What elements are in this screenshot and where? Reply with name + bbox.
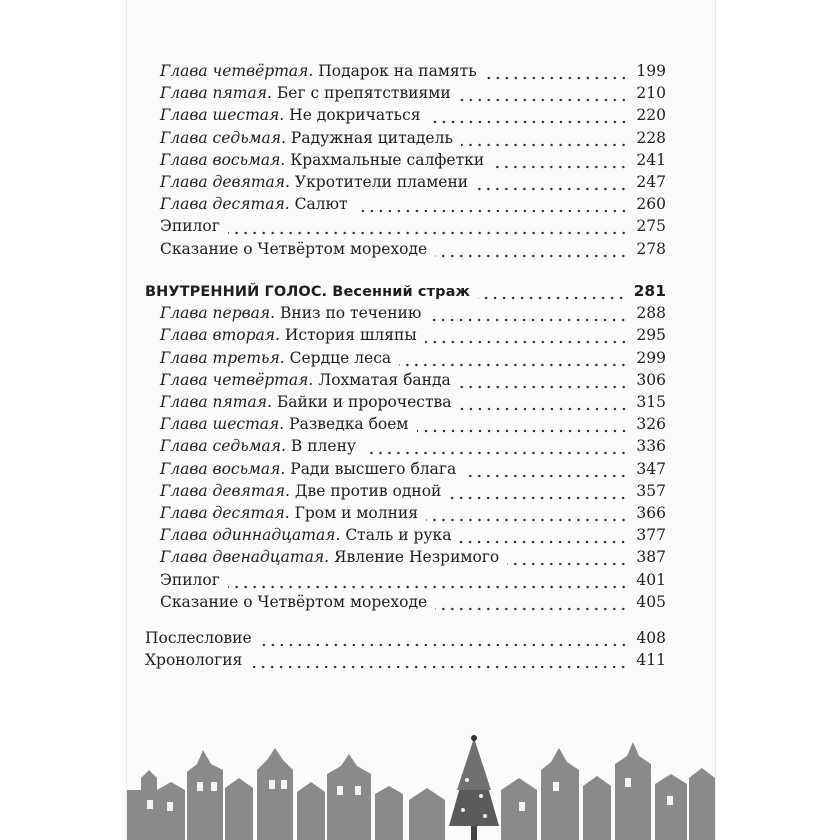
toc-entry: [160, 391, 666, 413]
page-number: 357: [636, 481, 666, 500]
page-number: 326: [636, 415, 666, 434]
chapter-number: Глава седьмая.: [160, 437, 286, 456]
chapter-number: Глава четвёртая.: [160, 62, 314, 80]
dot-leader: [429, 310, 628, 322]
chapter-title: Бег с препятствиями: [276, 84, 451, 103]
toc-entry: [160, 60, 666, 82]
chapter-title: В плену: [290, 437, 357, 456]
dot-leader: [417, 421, 629, 433]
chapter-title: Подарок на память: [318, 62, 477, 80]
dot-leader: [476, 179, 628, 191]
toc-entry: [160, 82, 666, 104]
toc-entry: [160, 480, 666, 502]
toc-entry-label: [160, 127, 453, 149]
toc-entry: [160, 238, 666, 260]
chapter-number: Глава пятая.: [160, 393, 272, 411]
toc-entry-label: [160, 171, 468, 193]
book-page: [127, 0, 715, 840]
chapter-number: Глава шестая.: [160, 106, 285, 125]
toc-entry-label: [160, 149, 484, 171]
chapter-title: Разведка боем: [289, 415, 409, 434]
page-number: 228: [636, 128, 666, 147]
dot-leader: [228, 577, 628, 589]
dot-leader: [356, 201, 628, 213]
toc-entry: [160, 569, 666, 591]
page-number: 295: [636, 326, 666, 345]
chapter-number: Глава девятая.: [160, 173, 290, 191]
page-number: 387: [636, 548, 666, 567]
chapter-title: Сталь и рука: [345, 526, 452, 545]
chapter-title: Лохматая банда: [318, 370, 451, 389]
chapter-title: Радужная цитадель: [290, 128, 453, 147]
dot-leader: [449, 488, 628, 500]
toc-entry-label: [145, 281, 470, 303]
chapter-number: Глава восьмая.: [160, 150, 286, 169]
toc-entry: [160, 347, 666, 369]
toc-entry-label: [160, 238, 427, 260]
toc-entry-label: [160, 391, 452, 413]
toc-entry-label: [160, 502, 418, 524]
page-number: 278: [636, 239, 666, 258]
toc-entry: [145, 627, 666, 649]
chapter-number: Глава десятая.: [160, 504, 290, 522]
toc-entry-label: [160, 369, 451, 391]
page-number: 275: [636, 217, 666, 236]
chapter-title: Явление Незримого: [333, 548, 500, 567]
page-number: 281: [633, 282, 666, 300]
page-number: 299: [636, 348, 666, 367]
toc-entry: [160, 215, 666, 237]
dot-leader: [478, 288, 626, 300]
toc-entry-label: [160, 591, 427, 613]
chapter-title: Сказание о Четвёртом мореходе: [160, 239, 428, 258]
chapter-title: История шляпы: [284, 326, 417, 345]
dot-leader: [435, 246, 628, 258]
toc-entry: [145, 649, 666, 671]
toc-entry: [160, 302, 666, 324]
page-number: 411: [636, 651, 666, 670]
toc-entry-label: [160, 82, 451, 104]
chapter-number: Глава пятая.: [160, 84, 272, 103]
chapter-title: ВНУТРЕННИЙ ГОЛОС. Весенний страж: [145, 284, 471, 300]
dot-leader: [250, 657, 628, 669]
chapter-title: Сказание о Четвёртом мореходе: [160, 592, 428, 611]
page-number: 306: [636, 370, 666, 389]
page-number: 247: [636, 173, 666, 191]
page-number: 241: [636, 150, 666, 169]
toc-entry-label: [160, 60, 477, 82]
toc-entry-label: [160, 569, 220, 591]
chapter-number: Глава двенадцатая.: [160, 548, 330, 567]
toc-entry-label: [160, 104, 421, 126]
page-number: 210: [636, 84, 666, 103]
toc-entry: [160, 127, 666, 149]
dot-leader: [460, 399, 628, 411]
page-number: 408: [636, 629, 666, 647]
dot-leader: [459, 377, 628, 389]
dot-leader: [459, 532, 628, 544]
chapter-number: Глава седьмая.: [160, 128, 286, 147]
toc-entry: [160, 413, 666, 435]
chapter-title: Крахмальные салфетки: [290, 150, 485, 169]
toc-entry: [160, 524, 666, 546]
toc-entry-label: [160, 458, 456, 480]
dot-leader: [459, 90, 628, 102]
toc-entry-label: [145, 649, 242, 671]
chapter-title: Сердце леса: [289, 348, 392, 367]
chapter-number: Глава шестая.: [160, 415, 285, 434]
chapter-title: Укротители пламени: [294, 173, 469, 191]
toc-entry: [160, 149, 666, 171]
toc-entry-label: [160, 413, 409, 435]
chapter-number: Глава четвёртая.: [160, 370, 314, 389]
toc-entry-label: [160, 193, 348, 215]
page-number: 405: [636, 592, 666, 611]
chapter-number: Глава первая.: [160, 304, 276, 323]
chapter-title: Не докричаться: [289, 106, 421, 125]
toc-entry-label: [145, 627, 252, 649]
chapter-number: Глава одиннадцатая.: [160, 526, 341, 545]
chapter-title: Ради высшего блага: [290, 459, 457, 478]
toc-entry-label: [160, 435, 356, 457]
chapter-number: Глава восьмая.: [160, 459, 286, 478]
chapter-number: Глава девятая.: [160, 481, 290, 500]
chapter-number: Глава вторая.: [160, 326, 280, 345]
page-number: 347: [636, 459, 666, 478]
dot-leader: [435, 599, 628, 611]
toc-entry-label: [160, 546, 499, 568]
page-number: 199: [636, 62, 666, 80]
toc-entry: [160, 458, 666, 480]
page-number: 220: [636, 106, 666, 125]
chapter-title: Хронология: [145, 651, 243, 670]
dot-leader: [485, 68, 628, 80]
page-number: 288: [636, 304, 666, 323]
dot-leader: [399, 355, 628, 367]
dot-leader: [364, 443, 628, 455]
toc-entry: [160, 193, 666, 215]
dot-leader: [464, 466, 628, 478]
chapter-title: Эпилог: [160, 570, 220, 589]
page-number: 401: [636, 570, 666, 589]
toc-entry-label: [160, 215, 220, 237]
page-number: 377: [636, 526, 666, 545]
chapter-title: Байки и пророчества: [276, 393, 452, 411]
dot-leader: [429, 112, 628, 124]
toc-entry: [160, 502, 666, 524]
toc-part-entry: [145, 280, 666, 302]
toc-entry: [160, 435, 666, 457]
chapter-title: Вниз по течению: [280, 304, 422, 323]
chapter-number: Глава третья.: [160, 348, 285, 367]
toc-entry: [160, 104, 666, 126]
dot-leader: [461, 135, 628, 147]
dot-leader: [507, 554, 628, 566]
town-skyline-illustration: [127, 730, 715, 840]
page-number: 260: [636, 195, 666, 214]
chapter-title: Две против одной: [294, 481, 442, 500]
toc-entry-label: [160, 347, 391, 369]
toc-entry-label: [160, 524, 451, 546]
chapter-title: Послесловие: [145, 629, 252, 647]
chapter-title: Эпилог: [160, 217, 220, 236]
page-number: 315: [636, 393, 666, 411]
page-number: 366: [636, 504, 666, 522]
toc-entry: [160, 324, 666, 346]
dot-leader: [228, 223, 628, 235]
toc-entry: [160, 171, 666, 193]
toc-entry: [160, 591, 666, 613]
dot-leader: [426, 510, 628, 522]
toc-entry: [160, 546, 666, 568]
dot-leader: [492, 157, 628, 169]
toc-entry-label: [160, 302, 421, 324]
toc-entry-label: [160, 324, 417, 346]
chapter-title: Салют: [294, 195, 348, 214]
chapter-title: Гром и молния: [294, 504, 419, 522]
dot-leader: [260, 635, 628, 647]
toc-entry: [160, 369, 666, 391]
chapter-number: Глава десятая.: [160, 195, 290, 214]
toc-entry-label: [160, 480, 441, 502]
christmas-tree-icon: [449, 735, 499, 840]
page-number: 336: [636, 437, 666, 456]
dot-leader: [425, 332, 628, 344]
